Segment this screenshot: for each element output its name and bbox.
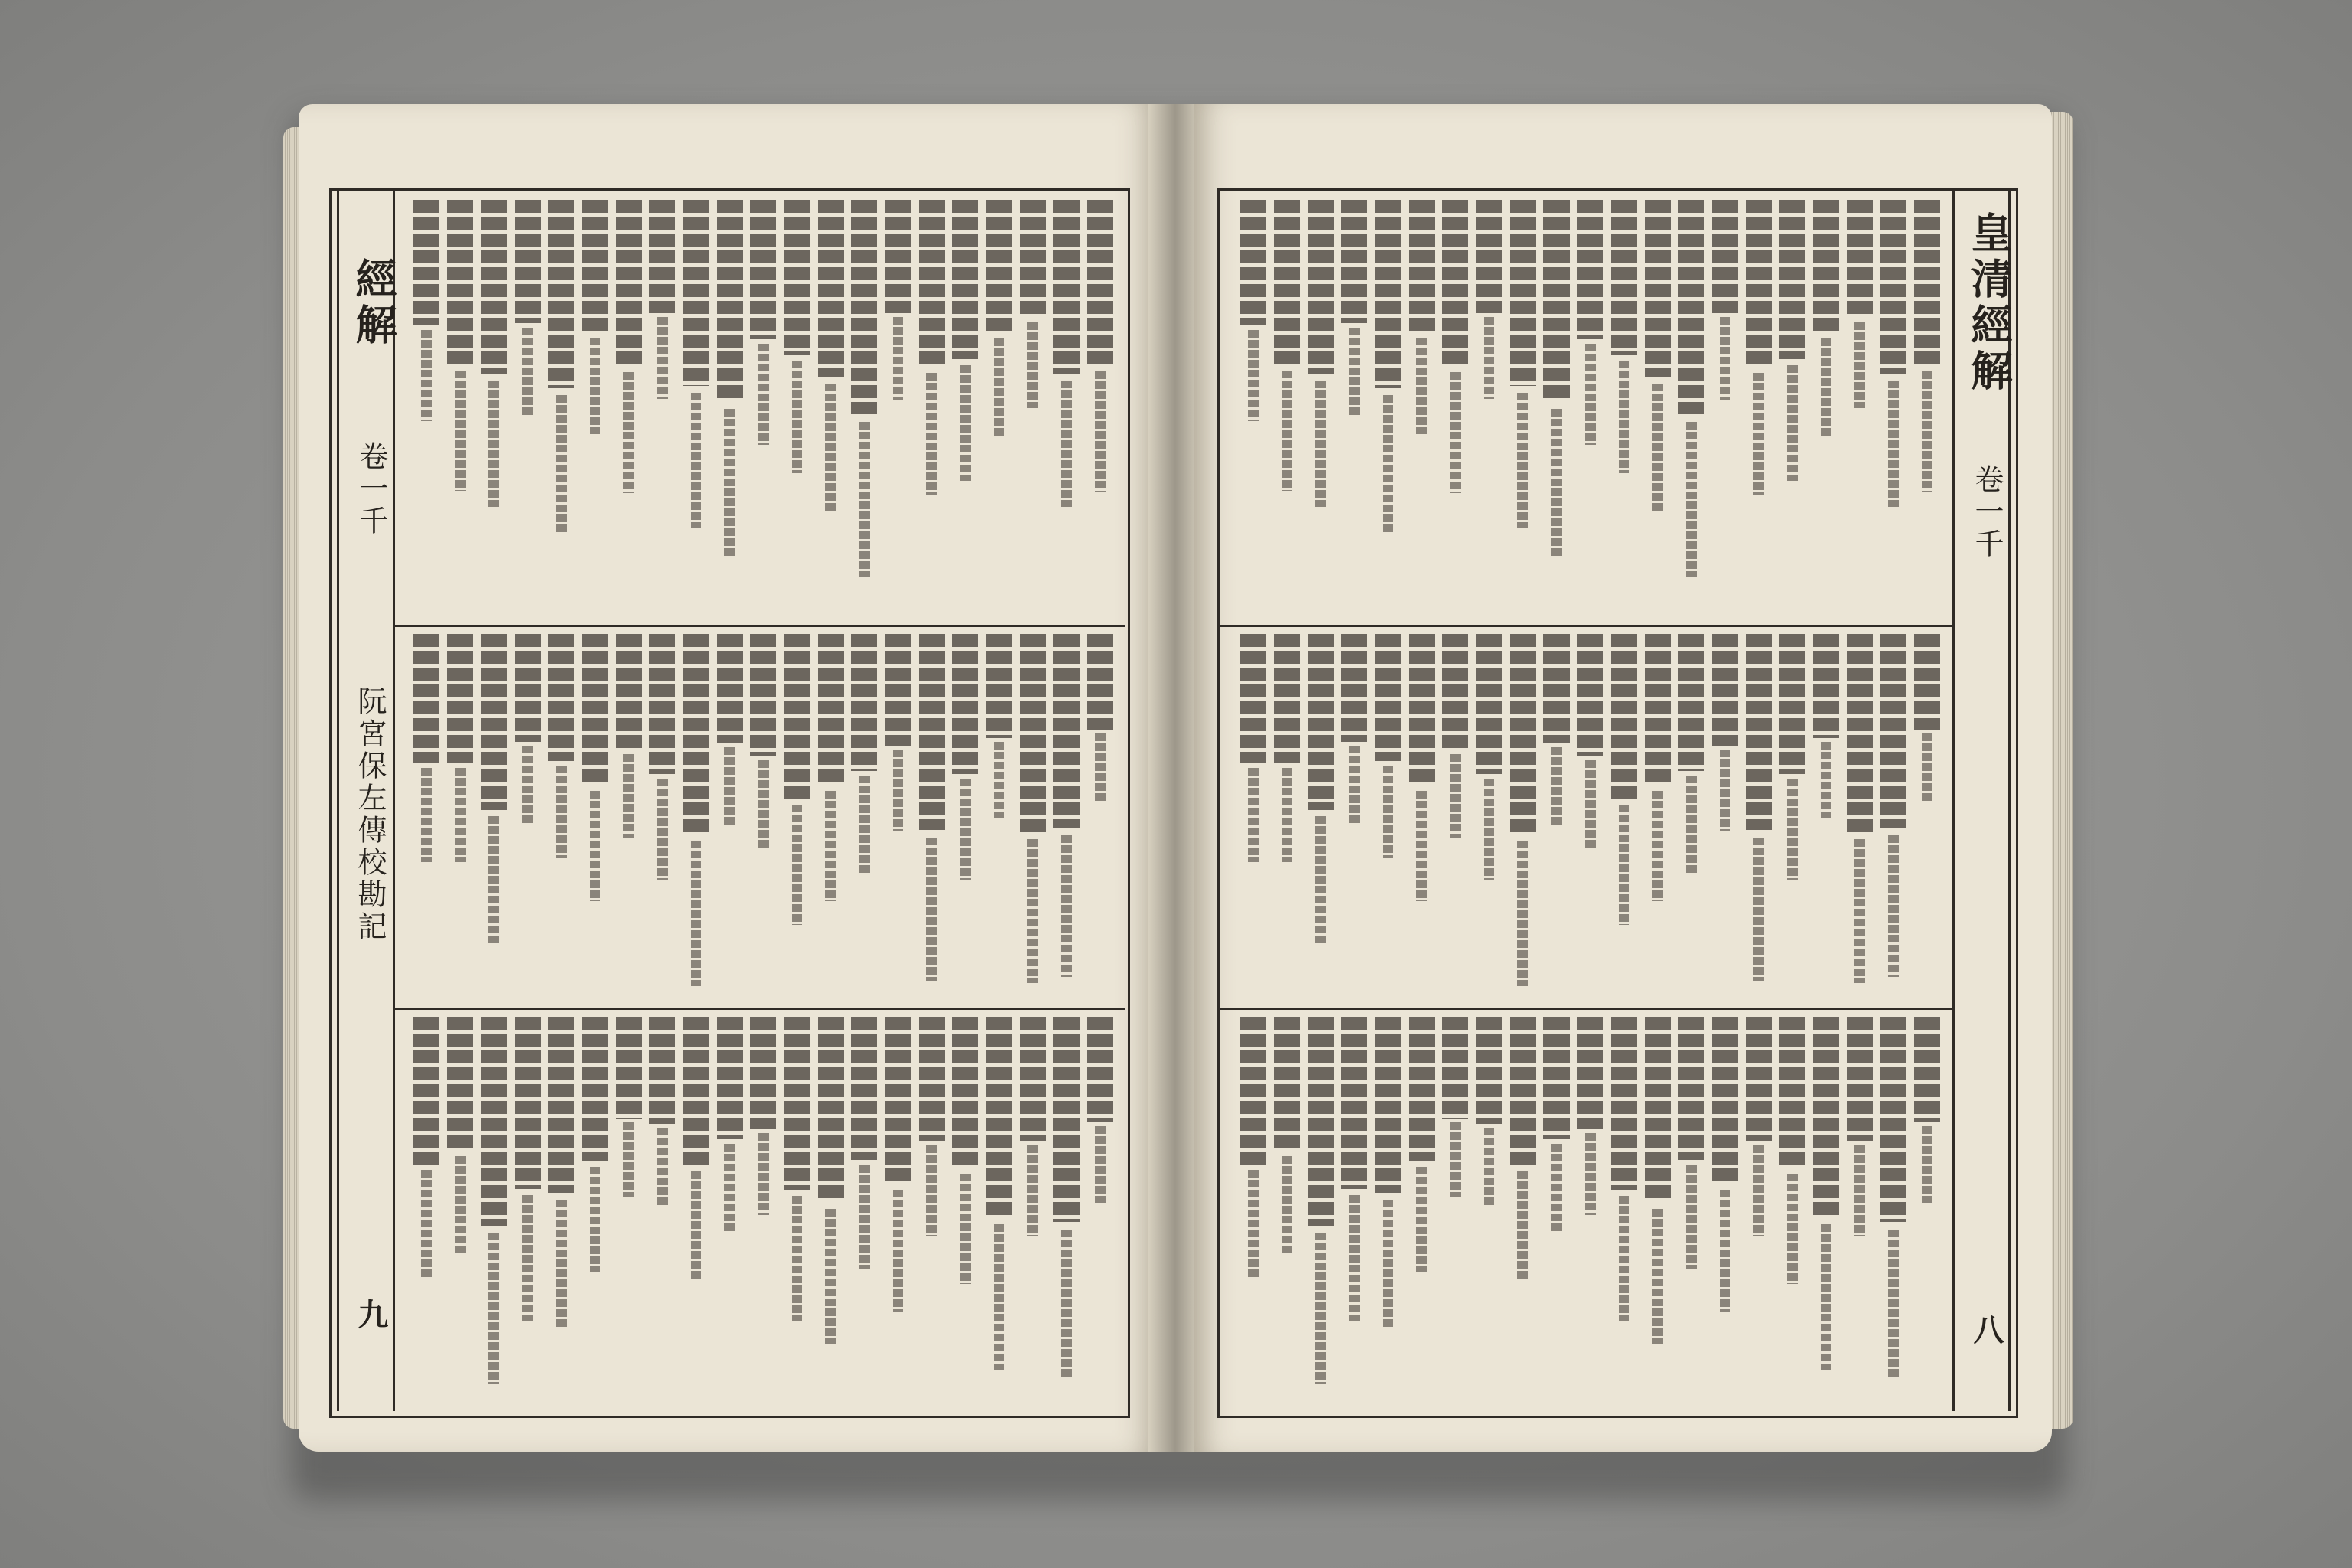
text-column — [818, 634, 844, 786]
text-column — [1577, 200, 1603, 339]
text-column — [1712, 1017, 1738, 1184]
annotation-column — [1888, 381, 1899, 507]
text-column — [750, 1017, 776, 1129]
text-column — [481, 1017, 507, 1226]
annotation-column — [590, 1167, 600, 1272]
left-volume-label: 卷一千 — [354, 441, 388, 537]
annotation-column — [1854, 1145, 1865, 1236]
right-volume-label: 卷一千 — [1970, 464, 2004, 560]
annotation-column — [758, 760, 769, 849]
text-column — [1341, 634, 1367, 742]
right-register-rule-2 — [1220, 1008, 1952, 1010]
annotation-column — [1095, 1126, 1106, 1203]
annotation-column — [556, 1200, 567, 1328]
annotation-column — [623, 372, 634, 493]
text-column — [885, 1017, 911, 1184]
annotation-column — [691, 841, 701, 986]
annotation-column — [421, 330, 432, 421]
text-column — [1847, 634, 1873, 832]
annotation-column — [1585, 760, 1596, 849]
annotation-column — [1517, 841, 1528, 986]
text-column — [514, 200, 541, 323]
annotation-column — [1248, 330, 1259, 421]
text-column — [1645, 634, 1671, 786]
annotation-column — [488, 816, 499, 944]
annotation-column — [1821, 338, 1831, 436]
text-column — [1779, 200, 1805, 359]
text-column — [1847, 200, 1873, 318]
text-column — [548, 1017, 574, 1193]
annotation-column — [994, 742, 1004, 818]
text-column — [616, 1017, 642, 1119]
text-column — [683, 1017, 709, 1166]
annotation-column — [1517, 393, 1528, 528]
text-column — [919, 634, 945, 830]
annotation-column — [893, 1190, 903, 1312]
annotation-column — [1027, 839, 1038, 983]
annotation-column — [758, 1133, 769, 1215]
text-column — [1813, 634, 1839, 738]
annotation-column — [1551, 409, 1562, 556]
annotation-column — [1248, 768, 1259, 862]
annotation-column — [1720, 750, 1730, 831]
text-column — [1087, 200, 1113, 365]
annotation-column — [1652, 1209, 1663, 1344]
text-column — [1375, 200, 1401, 388]
text-column — [1544, 200, 1570, 402]
annotation-column — [1517, 1171, 1528, 1280]
text-column — [683, 200, 709, 386]
annotation-column — [1686, 776, 1697, 875]
text-column — [784, 1017, 810, 1190]
text-column — [717, 634, 743, 743]
annotation-column — [1315, 381, 1326, 507]
annotation-column — [1720, 317, 1730, 400]
annotation-column — [1686, 422, 1697, 577]
text-column — [413, 200, 439, 325]
right-leaf-number: 八 — [1968, 1314, 2004, 1349]
text-column — [1779, 634, 1805, 774]
annotation-column — [1315, 1233, 1326, 1384]
open-book — [299, 74, 2060, 1490]
text-column — [1914, 1017, 1940, 1122]
text-column — [1510, 200, 1536, 386]
text-column — [1274, 1017, 1300, 1152]
text-column — [1054, 200, 1080, 374]
annotation-column — [1061, 381, 1072, 507]
annotation-column — [994, 338, 1004, 436]
annotation-column — [522, 1195, 533, 1321]
text-column — [514, 634, 541, 742]
text-column — [582, 1017, 608, 1161]
annotation-column — [1282, 371, 1292, 491]
text-column — [447, 1017, 473, 1152]
text-column — [481, 634, 507, 810]
text-column — [1611, 200, 1637, 355]
text-column — [1308, 200, 1334, 374]
annotation-column — [657, 317, 668, 399]
text-column — [447, 634, 473, 763]
right-register-rule-1 — [1220, 625, 1952, 627]
text-column — [1240, 1017, 1266, 1165]
text-column — [1847, 1017, 1873, 1141]
text-column — [717, 1017, 743, 1139]
text-column — [986, 634, 1012, 738]
text-column — [616, 634, 642, 750]
annotation-column — [556, 395, 567, 532]
annotation-column — [556, 766, 567, 858]
annotation-column — [1383, 766, 1393, 858]
text-column — [750, 634, 776, 756]
annotation-column — [1450, 1122, 1461, 1197]
text-column — [1611, 1017, 1637, 1190]
annotation-column — [657, 1128, 668, 1206]
text-column — [784, 634, 810, 799]
annotation-column — [893, 317, 903, 400]
text-column — [1645, 200, 1671, 377]
text-column — [1375, 1017, 1401, 1193]
annotation-column — [1349, 328, 1360, 417]
annotation-column — [994, 1224, 1004, 1370]
text-column — [1544, 634, 1570, 743]
annotation-column — [522, 328, 533, 417]
text-column — [413, 634, 439, 763]
text-column — [447, 200, 473, 364]
text-column — [1375, 634, 1401, 761]
annotation-column — [455, 768, 466, 862]
annotation-column — [859, 1165, 870, 1269]
text-column — [1712, 634, 1738, 746]
text-column — [649, 200, 675, 313]
text-column — [548, 200, 574, 388]
text-column — [413, 1017, 439, 1165]
text-column — [1712, 200, 1738, 313]
left-author-line: 阮宮保左傳校勘記 — [353, 686, 387, 943]
annotation-column — [825, 384, 836, 513]
annotation-column — [455, 1156, 466, 1254]
annotation-column — [960, 1174, 971, 1284]
text-column — [952, 200, 978, 359]
annotation-column — [792, 1196, 802, 1321]
annotation-column — [1585, 1133, 1596, 1215]
text-column — [1510, 634, 1536, 834]
annotation-column — [1027, 322, 1038, 408]
annotation-column — [1922, 371, 1932, 492]
annotation-column — [758, 344, 769, 445]
text-column — [1678, 634, 1704, 771]
text-column — [1880, 1017, 1906, 1222]
annotation-column — [1095, 371, 1106, 492]
text-column — [1746, 200, 1772, 367]
text-column — [1054, 1017, 1080, 1222]
annotation-column — [1652, 384, 1663, 513]
text-column — [1476, 634, 1502, 774]
annotation-column — [893, 750, 903, 831]
text-column — [1544, 1017, 1570, 1139]
text-column — [1678, 1017, 1704, 1160]
annotation-column — [1416, 791, 1427, 901]
text-column — [1308, 634, 1334, 810]
text-column — [1880, 634, 1906, 828]
annotation-column — [1061, 835, 1072, 977]
text-column — [851, 200, 877, 414]
text-column — [1020, 634, 1046, 832]
annotation-column — [1484, 317, 1494, 399]
text-column — [1442, 634, 1468, 750]
text-column — [952, 634, 978, 774]
annotation-column — [691, 1171, 701, 1280]
annotation-column — [1349, 1195, 1360, 1321]
annotation-column — [1619, 805, 1629, 925]
text-column — [1645, 1017, 1671, 1202]
annotation-column — [1821, 1224, 1831, 1370]
annotation-column — [1922, 1126, 1932, 1203]
text-column — [1274, 634, 1300, 763]
annotation-column — [1383, 1200, 1393, 1328]
right-margin-title: 皇清經解 — [1965, 211, 2014, 395]
text-column — [1914, 200, 1940, 365]
annotation-column — [960, 779, 971, 880]
text-column — [1274, 200, 1300, 364]
annotation-column — [1416, 1167, 1427, 1272]
text-column — [582, 200, 608, 333]
annotation-column — [1888, 1230, 1899, 1379]
text-column — [1240, 634, 1266, 763]
annotation-column — [421, 1170, 432, 1277]
text-column — [851, 1017, 877, 1160]
right-page — [1194, 104, 2052, 1452]
left-register-rule-2 — [393, 1008, 1125, 1010]
text-column — [885, 200, 911, 313]
annotation-column — [1095, 733, 1106, 803]
annotation-column — [1450, 754, 1461, 838]
annotation-column — [1315, 816, 1326, 944]
text-column — [1577, 634, 1603, 756]
annotation-column — [825, 791, 836, 901]
text-column — [1054, 634, 1080, 828]
annotation-column — [488, 381, 499, 507]
text-column — [919, 1017, 945, 1141]
annotation-column — [691, 393, 701, 528]
text-column — [1308, 1017, 1334, 1226]
annotation-column — [1416, 338, 1427, 434]
text-column — [548, 634, 574, 761]
left-leaf-number: 九 — [353, 1298, 389, 1334]
annotation-column — [1753, 373, 1764, 495]
annotation-column — [1282, 1156, 1292, 1254]
text-column — [1779, 1017, 1805, 1168]
annotation-column — [1753, 838, 1764, 981]
annotation-column — [859, 422, 870, 577]
annotation-column — [623, 1122, 634, 1197]
text-column — [818, 1017, 844, 1202]
text-column — [1611, 634, 1637, 799]
text-column — [1813, 1017, 1839, 1217]
annotation-column — [488, 1233, 499, 1384]
left-page — [299, 104, 1156, 1452]
text-column — [1240, 200, 1266, 325]
text-column — [1914, 634, 1940, 730]
text-column — [750, 200, 776, 339]
text-column — [1476, 200, 1502, 313]
annotation-column — [1753, 1145, 1764, 1236]
annotation-column — [724, 1144, 735, 1233]
text-column — [1510, 1017, 1536, 1166]
text-column — [1442, 1017, 1468, 1119]
annotation-column — [657, 779, 668, 880]
annotation-column — [1551, 1144, 1562, 1233]
annotation-column — [1922, 733, 1932, 803]
annotation-column — [1821, 742, 1831, 818]
text-column — [1880, 200, 1906, 374]
left-margin-title: 經解 — [349, 257, 398, 349]
text-column — [1746, 1017, 1772, 1141]
annotation-column — [1484, 779, 1494, 880]
annotation-column — [1061, 1230, 1072, 1379]
text-column — [1746, 634, 1772, 830]
text-column — [582, 634, 608, 785]
text-column — [1020, 200, 1046, 318]
annotation-column — [623, 754, 634, 838]
text-column — [952, 1017, 978, 1168]
annotation-column — [1484, 1128, 1494, 1206]
text-column — [1020, 1017, 1046, 1141]
text-column — [818, 200, 844, 377]
text-column — [986, 1017, 1012, 1217]
text-column — [1813, 200, 1839, 334]
annotation-column — [1027, 1145, 1038, 1236]
annotation-column — [1787, 779, 1798, 880]
annotation-column — [1787, 1174, 1798, 1284]
annotation-column — [1720, 1190, 1730, 1312]
left-register-rule-1 — [393, 625, 1125, 627]
annotation-column — [1854, 322, 1865, 408]
annotation-column — [1652, 791, 1663, 901]
annotation-column — [825, 1209, 836, 1344]
text-column — [851, 634, 877, 771]
annotation-column — [1383, 395, 1393, 532]
annotation-column — [421, 768, 432, 862]
text-column — [986, 200, 1012, 334]
annotation-column — [522, 746, 533, 824]
annotation-column — [926, 373, 937, 495]
text-column — [1442, 200, 1468, 366]
annotation-column — [1787, 365, 1798, 481]
annotation-column — [926, 1145, 937, 1236]
text-column — [616, 200, 642, 366]
text-column — [1409, 200, 1435, 333]
annotation-column — [1888, 835, 1899, 977]
text-column — [1087, 1017, 1113, 1122]
annotation-column — [724, 747, 735, 827]
annotation-column — [926, 838, 937, 981]
annotation-column — [1854, 839, 1865, 983]
annotation-column — [1349, 746, 1360, 824]
text-column — [1341, 1017, 1367, 1189]
annotation-column — [960, 365, 971, 481]
text-column — [1409, 1017, 1435, 1161]
text-column — [885, 634, 911, 746]
annotation-column — [590, 791, 600, 901]
annotation-column — [792, 805, 802, 925]
text-column — [1409, 634, 1435, 785]
text-column — [683, 634, 709, 834]
text-column — [1476, 1017, 1502, 1124]
annotation-column — [1551, 747, 1562, 827]
annotation-column — [792, 361, 802, 473]
text-column — [1087, 634, 1113, 730]
annotation-column — [1619, 1196, 1629, 1321]
annotation-column — [1585, 344, 1596, 445]
text-column — [481, 200, 507, 374]
annotation-column — [724, 409, 735, 556]
text-column — [649, 1017, 675, 1124]
text-column — [649, 634, 675, 774]
text-column — [514, 1017, 541, 1189]
text-column — [1678, 200, 1704, 414]
annotation-column — [859, 776, 870, 875]
text-column — [919, 200, 945, 367]
annotation-column — [455, 371, 466, 491]
annotation-column — [1282, 768, 1292, 862]
text-column — [1577, 1017, 1603, 1129]
annotation-column — [1619, 361, 1629, 473]
annotation-column — [1686, 1165, 1697, 1269]
text-column — [717, 200, 743, 402]
text-column — [1341, 200, 1367, 323]
annotation-column — [1248, 1170, 1259, 1277]
annotation-column — [1450, 372, 1461, 493]
annotation-column — [590, 338, 600, 434]
text-column — [784, 200, 810, 355]
